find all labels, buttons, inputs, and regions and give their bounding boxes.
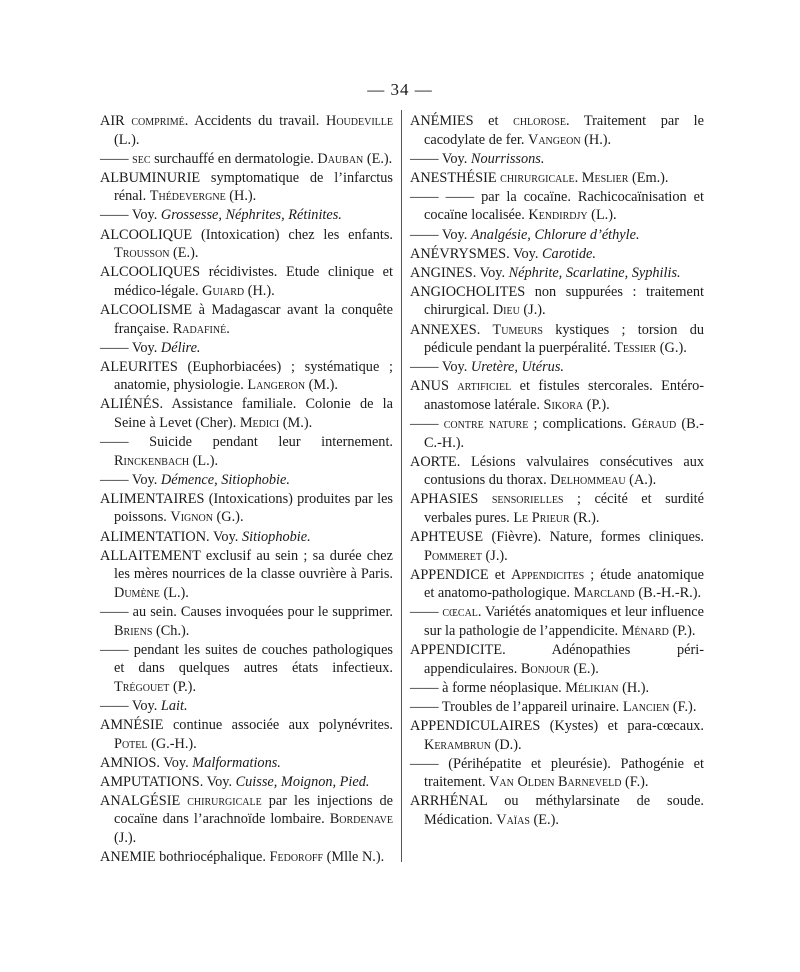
author-or-subheading: chirurgicale — [500, 169, 575, 186]
entry-text: —— Voy. — [410, 226, 471, 243]
cross-reference: Analgésie, Chlorure d’éthyle. — [470, 226, 640, 243]
entry-text: et fistules stercorales. Entéro-anastomose latérale. — [424, 378, 705, 413]
entry-text: ANÉMIES et — [410, 113, 514, 129]
entry-text: (M.). — [305, 377, 339, 394]
author-or-subheading: Meslier — [581, 169, 629, 186]
entry-text: ALIMENTATION. Voy. — [100, 528, 242, 545]
entry-text: (E.). — [569, 660, 599, 677]
entry-text: AORTE. Lésions valvulaires consécutives aux contusions du thorax. — [410, 453, 704, 489]
entry-text: (L.). — [114, 131, 140, 148]
author-or-subheading: chirurgicale — [187, 792, 262, 809]
author-or-subheading: sec — [132, 150, 151, 167]
entry-text: ALBUMINURIE symptomatique de l’infarctus rénal. — [100, 169, 393, 205]
entry-text: (B.-H.-R.). — [634, 585, 702, 602]
author-or-subheading: Ménard — [621, 623, 669, 640]
entry-text: APPENDICULAIRES (Kystes) et para-cœcaux. — [410, 718, 704, 734]
entry-text: (J.). — [481, 547, 508, 564]
entry-text: —— Voy. — [410, 359, 471, 376]
index-entry — [100, 848, 393, 867]
index-entry — [100, 641, 393, 697]
author-or-subheading: Van Olden Barneveld — [489, 774, 622, 791]
cross-reference: Carotide. — [542, 245, 596, 262]
index-entry — [100, 301, 393, 338]
cross-reference: Grossesse, Néphrites, Rétinites. — [160, 207, 342, 224]
entry-text: ALEURITES (Euphorbiacées) ; systématique ; anatomie, physiologie. — [100, 358, 393, 394]
entry-text: (E.). — [363, 150, 393, 167]
author-or-subheading: Tessier — [614, 340, 657, 357]
entry-text: (L.). — [159, 584, 189, 601]
entry-text: ; complications. — [528, 416, 632, 432]
index-entry — [410, 415, 704, 452]
author-or-subheading: Vangeon — [528, 131, 581, 148]
entry-text: (M.). — [279, 415, 313, 431]
entry-text: (Ch.). — [152, 622, 190, 639]
entry-text: APHTEUSE (Fièvre). Nature, formes cliniques. — [410, 529, 704, 546]
index-entry — [410, 528, 704, 565]
author-or-subheading: Delhommeau — [550, 472, 626, 489]
entry-text: . Accidents du travail. — [184, 113, 327, 129]
entry-text: (B.-C.-H.). — [424, 416, 704, 451]
index-entry — [410, 698, 704, 717]
index-entry — [410, 641, 704, 678]
entry-text: (G.-H.). — [147, 735, 197, 752]
index-entry — [410, 755, 704, 792]
index-entry — [100, 112, 393, 149]
entry-text: kystiques ; torsion du pédicule pendant la puerpéralité. — [424, 321, 704, 357]
entry-text: . Traitement par le cacodylate de fer. — [424, 113, 704, 148]
entry-text: ANÉVRYSMES. Voy. — [410, 245, 543, 262]
author-or-subheading: Le Prieur — [513, 509, 570, 526]
author-or-subheading: Kerambrun — [424, 736, 491, 753]
entry-text: ARRHÉNAL ou méthylarsinate de soude. Médication. — [410, 793, 704, 828]
entry-text: . — [226, 320, 230, 337]
author-or-subheading: Sikora — [543, 396, 584, 413]
entry-text: (L.). — [587, 207, 617, 224]
author-or-subheading: Appendicites — [511, 566, 585, 583]
cross-reference: Cuisse, Moignon, Pied. — [235, 773, 370, 790]
column-divider — [401, 110, 402, 862]
index-entry — [100, 603, 393, 640]
author-or-subheading: Guiard — [202, 282, 245, 299]
author-or-subheading: Houdeville — [326, 113, 393, 129]
entry-text: (D.). — [491, 736, 522, 753]
entry-text: . — [574, 169, 582, 186]
index-entry — [410, 264, 704, 283]
entry-text: —— Suicide pendant leur internement. — [100, 434, 393, 451]
index-entry — [100, 716, 393, 753]
entry-text: —— — [410, 416, 444, 432]
author-or-subheading: Trousson — [114, 245, 170, 262]
author-or-subheading: Tumeurs — [492, 321, 543, 338]
index-entry — [100, 395, 393, 432]
author-or-subheading: Marcland — [573, 585, 635, 602]
entry-text: —— Troubles de l’appareil urinaire. — [410, 698, 623, 715]
cross-reference: Néphrite, Scarlatine, Syphilis. — [508, 264, 681, 281]
author-or-subheading: Fedoroff — [269, 849, 324, 866]
entry-text: surchauffé en dermatologie. — [150, 150, 318, 167]
entry-text: AIR — [100, 113, 132, 129]
index-entry — [410, 453, 704, 490]
cross-reference: Sitiophobie. — [241, 528, 311, 545]
index-entry — [410, 358, 704, 377]
index-entry — [100, 358, 393, 395]
index-entry — [100, 792, 393, 848]
entry-text: ANESTHÉSIE — [410, 169, 501, 186]
index-entry — [410, 188, 704, 225]
author-or-subheading: cœcal — [442, 604, 478, 621]
author-or-subheading: Trégouet — [114, 678, 170, 695]
entry-text: AMNÉSIE continue associée aux polynévrites. — [100, 717, 393, 733]
entry-text: par les injections de cocaïne dans l’arachnoïde lombaire. — [114, 792, 393, 828]
index-entry — [100, 169, 393, 206]
entry-text: —— — [410, 604, 443, 621]
author-or-subheading: Pommeret — [424, 547, 482, 564]
entry-text: ALCOOLIQUES récidivistes. Etude clinique et médico-légale. — [100, 264, 393, 299]
author-or-subheading: contre nature — [443, 416, 529, 432]
entry-text: ANEMIE bothriocéphalique. — [100, 849, 270, 866]
entry-text: (F.). — [621, 774, 649, 791]
entry-text: APHASIES — [410, 491, 492, 508]
entry-text: (L.). — [189, 452, 219, 469]
entry-text: ANGINES. Voy. — [410, 264, 509, 281]
index-entry — [410, 566, 704, 603]
entry-text: (G.). — [656, 340, 687, 357]
cross-reference: Lait. — [160, 697, 188, 714]
entry-text: (H.). — [225, 188, 257, 205]
cross-reference: Délire. — [160, 339, 201, 356]
author-or-subheading: Dauban — [317, 150, 364, 167]
page-number: — 34 — — [367, 80, 433, 99]
index-entry — [100, 206, 393, 225]
entry-text: (R.). — [569, 509, 600, 526]
index-entry — [100, 339, 393, 358]
entry-text: —— pendant les suites de couches pathologiques et dans quelques autres états infectieux. — [100, 641, 393, 677]
entry-text: (H.). — [244, 282, 275, 299]
entry-text: (P.). — [583, 396, 610, 413]
author-or-subheading: Vaïas — [496, 811, 530, 828]
index-entry — [100, 471, 393, 490]
entry-text: ANNEXES. — [410, 321, 493, 338]
index-entry — [100, 490, 393, 527]
index-entry — [100, 773, 393, 792]
author-or-subheading: Vignon — [170, 509, 213, 526]
entry-text: (A.). — [625, 472, 657, 489]
index-entry — [100, 263, 393, 300]
index-entry — [410, 283, 704, 320]
author-or-subheading: Kendirdjy — [528, 207, 588, 224]
index-entry — [410, 112, 704, 149]
index-entry — [410, 150, 704, 169]
entry-text: (F.). — [669, 698, 697, 715]
entry-text: ALIMENTAIRES (Intoxications) produites par les poissons. — [100, 490, 393, 526]
entry-text: ; cécité et surdité verbales pures. — [424, 491, 705, 526]
entry-text: (H.). — [580, 131, 612, 148]
entry-text: ALCOOLISME à Madagascar avant la conquête française. — [100, 301, 393, 337]
author-or-subheading: Potel — [114, 735, 148, 752]
entry-text: ALCOOLIQUE (Intoxication) chez les enfants. — [100, 226, 393, 243]
index-entry — [100, 528, 393, 547]
cross-reference: Malformations. — [192, 754, 281, 771]
entry-text: ALLAITEMENT exclusif au sein ; sa durée chez les mères nourrices de la classe ouvrière à Paris. — [100, 547, 393, 583]
entry-text: —— — [100, 150, 133, 167]
entry-text: ANGIOCHOLITES non suppurées : traitement chirurgical. — [410, 283, 704, 319]
author-or-subheading: Langeron — [247, 377, 306, 394]
author-or-subheading: artificiel — [457, 378, 512, 395]
author-or-subheading: comprimé — [131, 113, 185, 129]
index-entry — [100, 433, 393, 470]
index-entry — [100, 150, 393, 169]
author-or-subheading: Radafiné — [172, 320, 227, 337]
index-entry — [410, 377, 704, 414]
author-or-subheading: Medici — [239, 415, 280, 431]
entry-text: AMNIOS. Voy. — [100, 754, 193, 771]
entry-text: —— Voy. — [100, 471, 161, 488]
index-entry — [100, 226, 393, 263]
author-or-subheading: Mélikian — [565, 679, 619, 696]
index-entry — [410, 603, 704, 640]
index-entry — [410, 226, 704, 245]
index-entry — [410, 792, 704, 829]
author-or-subheading: Dieu — [492, 302, 520, 319]
entry-text: —— Voy. — [100, 697, 161, 714]
entry-text: (J.). — [114, 830, 137, 847]
author-or-subheading: Géraud — [631, 416, 677, 432]
right-column — [410, 112, 704, 830]
entry-text: (P.). — [169, 678, 197, 695]
index-entry — [410, 169, 704, 188]
entry-text: (H.). — [618, 679, 650, 696]
entry-text: (J.). — [519, 302, 546, 319]
index-entry — [410, 245, 704, 264]
index-entry — [410, 490, 704, 527]
author-or-subheading: Dumène — [114, 584, 160, 601]
entry-text: —— Voy. — [410, 150, 471, 167]
author-or-subheading: Thédevergne — [149, 188, 226, 205]
entry-text: APPENDICITE. Adénopathies péri-appendiculaires. — [410, 642, 704, 677]
entry-text: (P.). — [668, 623, 696, 640]
index-entry — [410, 717, 704, 754]
entry-text: —— (Périhépatite et pleurésie). Pathogénie et traitement. — [410, 755, 704, 791]
cross-reference: Uretère, Utérus. — [470, 359, 564, 376]
cross-reference: Démence, Sitiophobie. — [160, 471, 290, 488]
index-entry — [410, 321, 704, 358]
entry-text: . Variétés anatomiques et leur influence sur la pathologie de l’appendicite. — [424, 604, 704, 640]
entry-text: —— au sein. Causes invoquées pour le supprimer. — [100, 603, 393, 620]
entry-text: —— Voy. — [100, 207, 161, 224]
author-or-subheading: Bonjour — [520, 660, 570, 677]
author-or-subheading: sensorielles — [491, 491, 564, 508]
entry-text: (G.). — [212, 509, 244, 526]
entry-text: (E.). — [169, 245, 199, 262]
entry-text: (Em.). — [628, 169, 669, 186]
index-entry — [100, 547, 393, 603]
entry-text: ANALGÉSIE — [100, 792, 188, 809]
author-or-subheading: Briens — [114, 622, 153, 639]
author-or-subheading: Lancien — [622, 698, 670, 715]
index-entry — [100, 754, 393, 773]
author-or-subheading: Rinckenbach — [114, 452, 190, 469]
author-or-subheading: chlorose — [513, 113, 566, 129]
entry-text: (E.). — [529, 811, 559, 828]
entry-text: ALIÉNÉS. Assistance familiale. Colonie de la Seine à Levet (Cher). — [100, 396, 393, 431]
entry-text: —— Voy. — [100, 339, 161, 356]
author-or-subheading: Bordenave — [329, 811, 393, 828]
index-entry — [100, 697, 393, 716]
entry-text: (Mlle N.). — [323, 849, 385, 866]
entry-text: —— à forme néoplasique. — [410, 679, 566, 696]
index-entry — [410, 679, 704, 698]
entry-text: APPENDICE et — [410, 566, 512, 583]
entry-text: ANUS — [410, 378, 458, 395]
entry-text: AMPUTATIONS. Voy. — [100, 773, 236, 790]
entry-text: —— —— par la cocaïne. Rachicocaïnisation et cocaïne localisée. — [410, 188, 704, 224]
left-column — [100, 112, 393, 867]
entry-text: ; étude anatomique et anatomo-pathologique. — [424, 566, 704, 602]
cross-reference: Nourrissons. — [470, 150, 545, 167]
